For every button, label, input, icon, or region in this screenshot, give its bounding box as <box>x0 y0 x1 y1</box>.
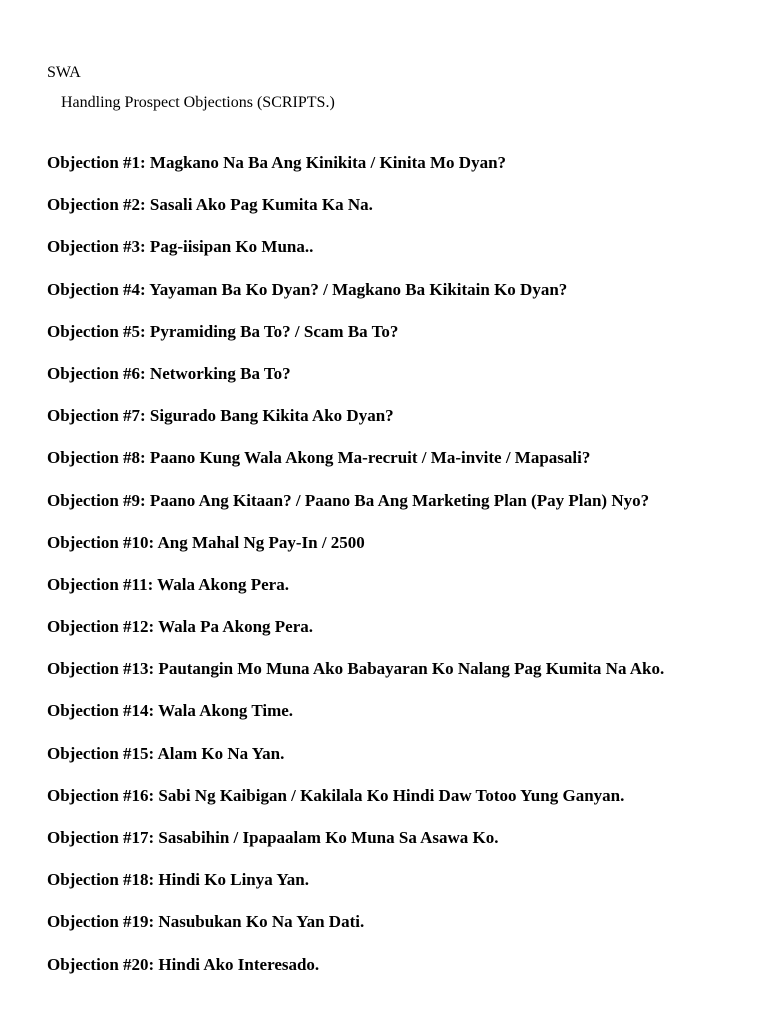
objection-item: Objection #2: Sasali Ako Pag Kumita Ka Na. <box>47 195 373 215</box>
objection-item: Objection #15: Alam Ko Na Yan. <box>47 743 285 763</box>
objection-list <box>47 153 664 997</box>
objection-item: Objection #1: Magkano Na Ba Ang Kinikita / Kinita Mo Dyan? <box>47 153 507 172</box>
objection-item: Objection #4: Yayaman Ba Ko Dyan? / Magkano Ba Kikitain Ko Dyan? <box>47 279 568 299</box>
objection-item: Objection #10: Ang Mahal Ng Pay-In / 2500 <box>47 532 365 552</box>
objection-item: Objection #19: Nasubukan Ko Na Yan Dati. <box>47 912 365 932</box>
document-header: SWA <box>47 64 81 81</box>
objection-item: Objection #18: Hindi Ko Linya Yan. <box>47 870 309 890</box>
objection-item: Objection #20: Hindi Ako Interesado. <box>47 954 320 974</box>
objection-item: Objection #16: Sabi Ng Kaibigan / Kakilala Ko Hindi Daw Totoo Yung Ganyan. <box>47 785 625 805</box>
objection-item: Objection #5: Pyramiding Ba To? / Scam Ba To? <box>47 321 399 341</box>
objection-item: Objection #13: Pautangin Mo Muna Ako Babayaran Ko Nalang Pag Kumita Na Ako. <box>47 659 665 679</box>
objection-item: Objection #8: Paano Kung Wala Akong Ma-recruit / Ma-invite / Mapasali? <box>47 448 591 468</box>
objection-item: Objection #6: Networking Ba To? <box>47 363 291 383</box>
objection-item: Objection #3: Pag-iisipan Ko Muna.. <box>47 237 314 257</box>
objection-item: Objection #12: Wala Pa Akong Pera. <box>47 617 314 637</box>
document-subtitle: Handling Prospect Objections (SCRIPTS.) <box>61 94 335 111</box>
objection-item: Objection #17: Sasabihin / Ipapaalam Ko Muna Sa Asawa Ko. <box>47 828 499 847</box>
objection-item: Objection #11: Wala Akong Pera. <box>47 574 289 594</box>
objection-item: Objection #9: Paano Ang Kitaan? / Paano Ba Ang Marketing Plan (Pay Plan) Nyo? <box>47 490 650 510</box>
objection-item: Objection #14: Wala Akong Time. <box>47 701 294 721</box>
objection-item: Objection #7: Sigurado Bang Kikita Ako Dyan? <box>47 406 394 426</box>
